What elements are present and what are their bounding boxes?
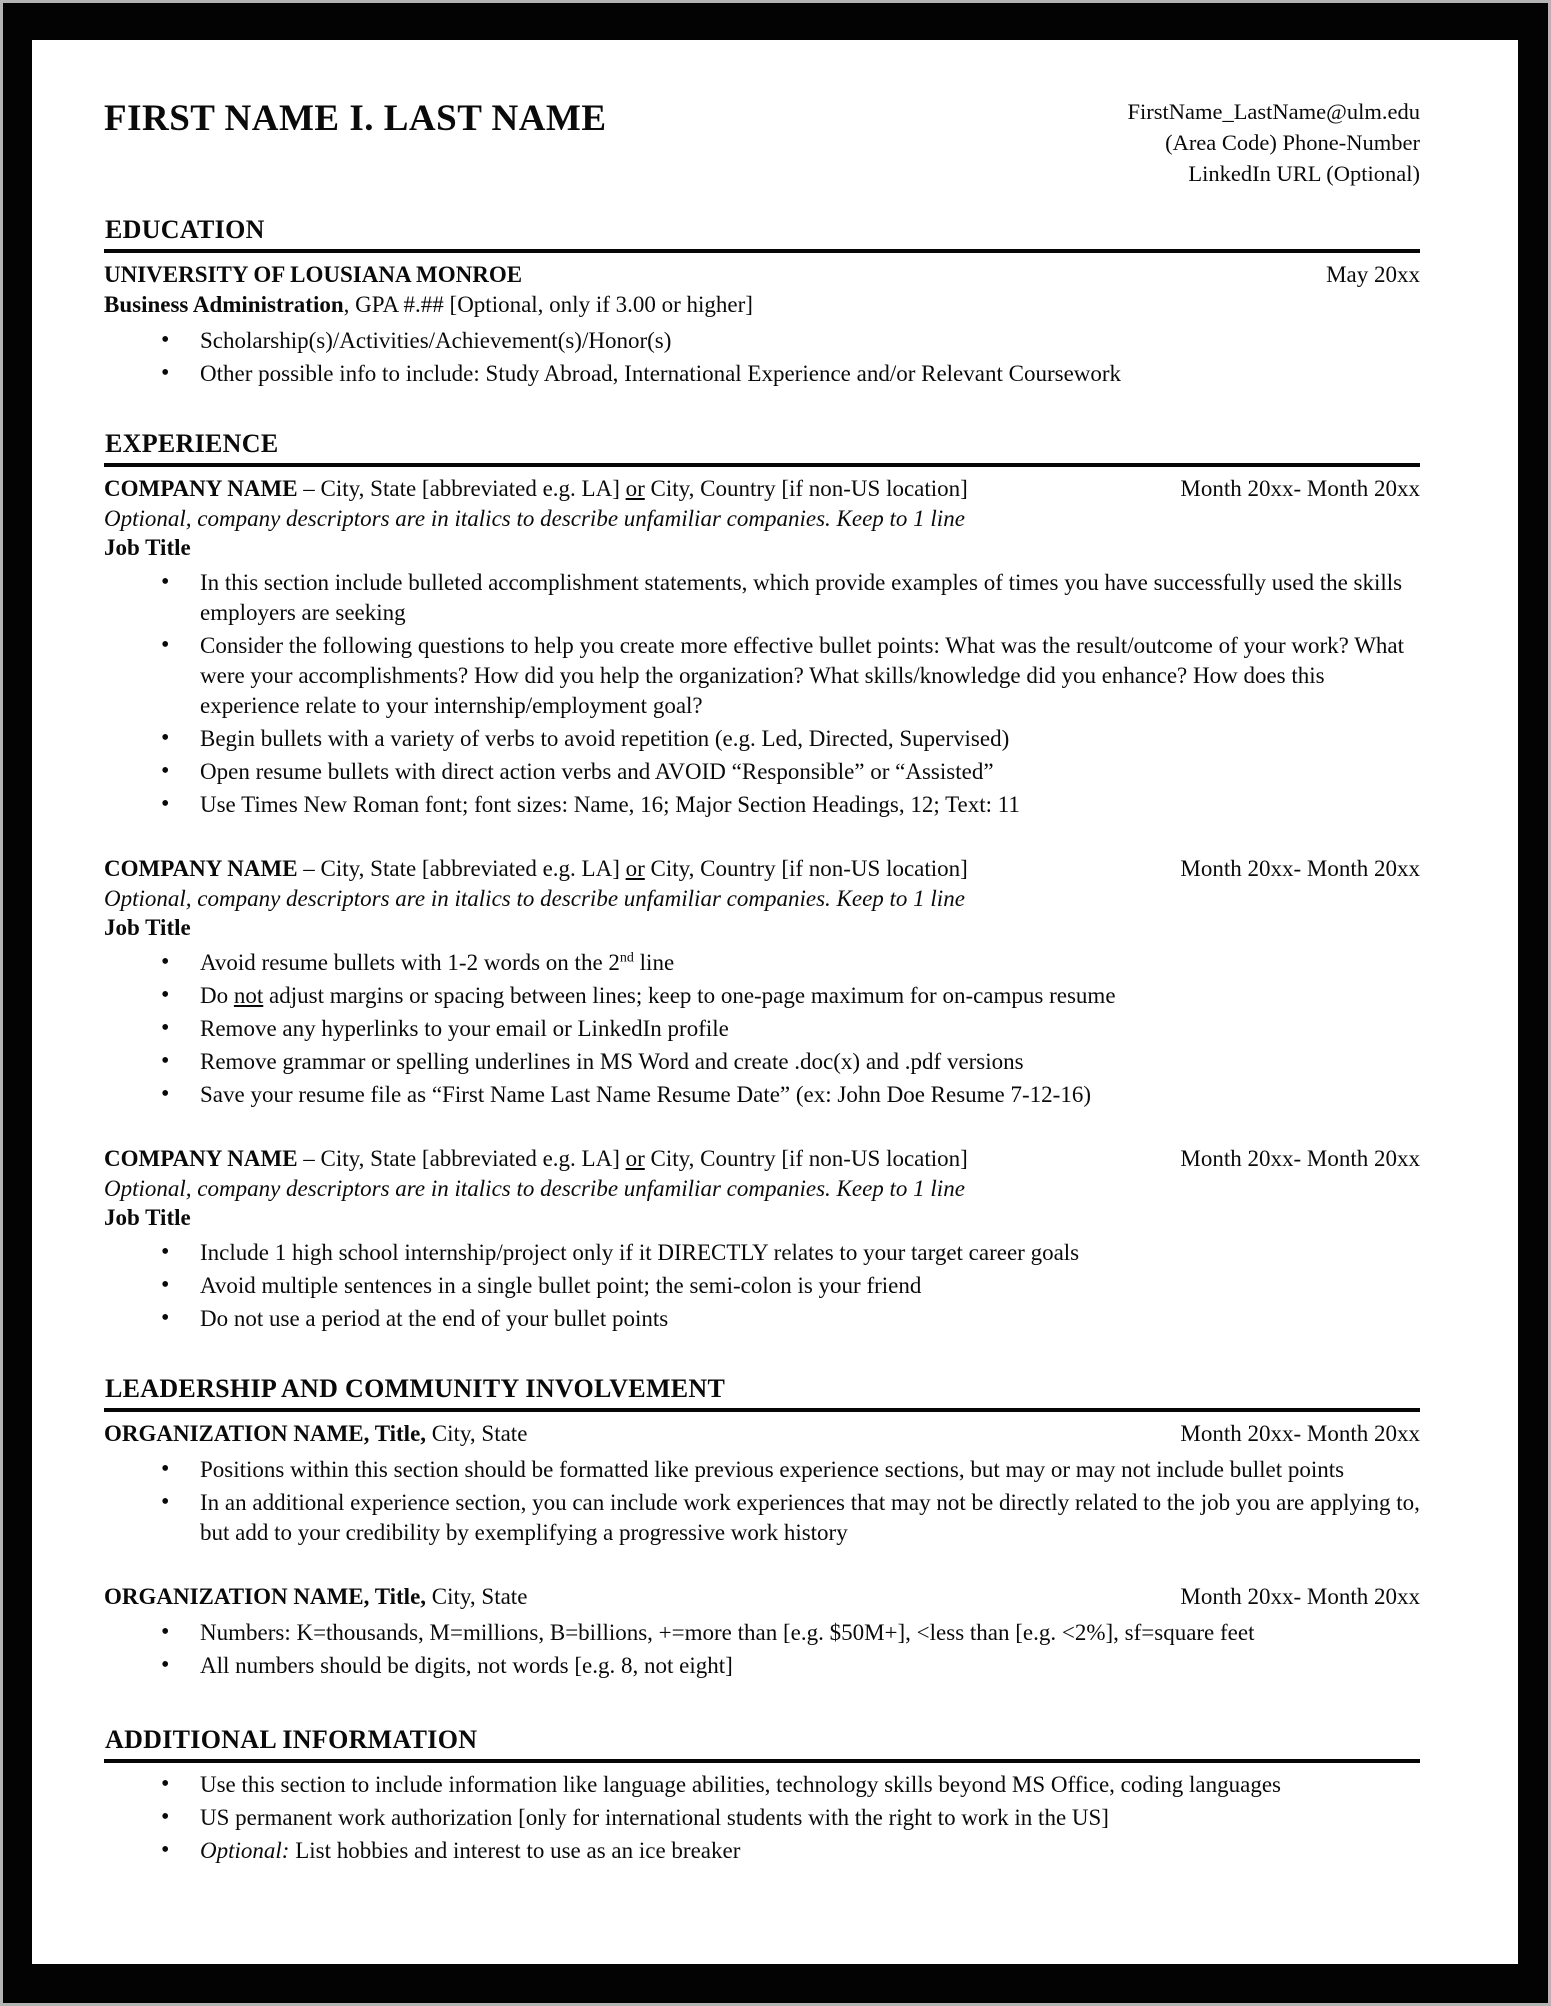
- experience-bullet: • Consider the following questions to help you create more effective bullet points: What was the result/outcome of your work? What were your accomplishments? How did you help the organization? What skills/knowledge did you enhance? How does this experience relate to your internship/employment goal?: [104, 631, 1420, 721]
- leadership-bullet: • In an additional experience section, you can include work experiences that may not be directly related to the job you are applying to, but add to your credibility by exemplifying a progressive work history: [104, 1488, 1420, 1548]
- organization-date: Month 20xx- Month 20xx: [1180, 1421, 1420, 1446]
- company-bullets: [104, 1238, 1420, 1334]
- bullet-text: Avoid resume bullets with 1-2 words on the 2: [200, 950, 620, 975]
- company-bullets: [104, 948, 1420, 1110]
- education-entry: [104, 260, 1420, 290]
- contact-phone: (Area Code) Phone-Number: [1165, 130, 1420, 155]
- ordinal-superscript: nd: [619, 950, 634, 966]
- experience-bullet: • Include 1 high school internship/project only if it DIRECTLY relates to your target career goals: [104, 1238, 1420, 1268]
- education-bullet: • Scholarship(s)/Activities/Achievement(s)/Honor(s): [104, 326, 1420, 356]
- experience-bullet: • Begin bullets with a variety of verbs to avoid repetition (e.g. Led, Directed, Supervised): [104, 724, 1420, 754]
- job-title: Job Title: [104, 915, 191, 940]
- experience-bullet: • In this section include bulleted accomplishment statements, which provide examples of times you have successfully used the skills employers are seeking: [104, 568, 1420, 628]
- leadership-heading: LEADERSHIP AND COMMUNITY INVOLVEMENT: [104, 1374, 1420, 1412]
- page-border-frame: [3, 3, 1548, 2003]
- job-title: Job Title: [104, 535, 191, 560]
- company-line: [104, 854, 1162, 884]
- company-location: – City, State [abbreviated e.g. LA]: [297, 856, 626, 881]
- organization-bullets: [104, 1455, 1420, 1548]
- education-bullets: [104, 326, 1420, 389]
- experience-bullet: • Remove any hyperlinks to your email or LinkedIn profile: [104, 1014, 1420, 1044]
- degree-name: Business Administration: [104, 292, 344, 317]
- company-block: [104, 854, 1420, 1110]
- bullet-text: line: [633, 950, 675, 975]
- organization-date: Month 20xx- Month 20xx: [1180, 1584, 1420, 1609]
- underlined-word: not: [233, 983, 264, 1008]
- degree-line: [104, 290, 1420, 320]
- additional-bullet: • US permanent work authorization [only for international students with the right to work in the US]: [104, 1803, 1420, 1833]
- additional-bullets: [104, 1770, 1420, 1866]
- leadership-bullet: • Numbers: K=thousands, M=millions, B=billions, +=more than [e.g. $50M+], <less than [e.g. <2%], sf=square feet: [104, 1618, 1420, 1648]
- organization-bullets: [104, 1618, 1420, 1681]
- organization-line: [104, 1582, 1162, 1612]
- italic-lead-word: Optional:: [200, 1838, 290, 1863]
- experience-bullet: • Use Times New Roman font; font sizes: Name, 16; Major Section Headings, 12; Text: 11: [104, 790, 1420, 820]
- contact-linkedin: LinkedIn URL (Optional): [1188, 161, 1420, 186]
- resume-content: [104, 40, 1420, 1869]
- company-line: [104, 474, 1162, 504]
- bullet-text: adjust margins or spacing between lines; keep to one-page maximum for on-campus resume: [263, 983, 1116, 1008]
- company-entry: [104, 854, 1420, 884]
- contact-block: [1127, 96, 1420, 189]
- organization-entry: [104, 1582, 1420, 1612]
- experience-bullet: • Do not use a period at the end of your bullet points: [104, 1304, 1420, 1334]
- experience-bullet: • Avoid multiple sentences in a single bullet point; the semi-colon is your friend: [104, 1271, 1420, 1301]
- education-bullet: • Other possible info to include: Study Abroad, International Experience and/or Relevant Coursework: [104, 359, 1420, 389]
- leadership-bullet: • All numbers should be digits, not words [e.g. 8, not eight]: [104, 1651, 1420, 1681]
- company-location: – City, State [abbreviated e.g. LA]: [297, 476, 626, 501]
- degree-detail: , GPA #.## [Optional, only if 3.00 or higher]: [343, 292, 753, 317]
- company-entry: [104, 474, 1420, 504]
- company-descriptor: Optional, company descriptors are in italics to describe unfamiliar companies. Keep to 1 line: [104, 506, 965, 531]
- resume-page: [32, 40, 1518, 1964]
- company-name: COMPANY NAME: [104, 476, 298, 501]
- or-word: or: [625, 1146, 645, 1171]
- school-line: [104, 260, 1308, 290]
- company-descriptor: Optional, company descriptors are in italics to describe unfamiliar companies. Keep to 1 line: [104, 886, 965, 911]
- organization-name: ORGANIZATION NAME, Title,: [104, 1584, 427, 1609]
- resume-header: [104, 40, 1420, 189]
- company-date: Month 20xx- Month 20xx: [1180, 856, 1420, 881]
- company-name: COMPANY NAME: [104, 856, 298, 881]
- page-title: FIRST NAME I. LAST NAME: [104, 98, 607, 139]
- organization-line: [104, 1419, 1162, 1449]
- contact-email: FirstName_LastName@ulm.edu: [1127, 99, 1420, 124]
- company-block: [104, 474, 1420, 820]
- experience-bullet: • Save your resume file as “First Name Last Name Resume Date” (ex: John Doe Resume 7-12-16): [104, 1080, 1420, 1110]
- company-location: – City, State [abbreviated e.g. LA]: [297, 1146, 626, 1171]
- leadership-bullet: • Positions within this section should be formatted like previous experience sections, but may or may not include bullet points: [104, 1455, 1420, 1485]
- experience-bullet: [104, 981, 1420, 1011]
- section-leadership: [104, 1374, 1420, 1681]
- organization-location: City, State: [426, 1421, 528, 1446]
- section-experience: [104, 429, 1420, 1334]
- bullet-text: List hobbies and interest to use as an ice breaker: [289, 1838, 741, 1863]
- company-descriptor: Optional, company descriptors are in italics to describe unfamiliar companies. Keep to 1 line: [104, 1176, 965, 1201]
- school-name: UNIVERSITY OF LOUSIANA MONROE: [104, 262, 523, 287]
- company-location-alt: City, Country [if non-US location]: [644, 476, 968, 501]
- education-heading: EDUCATION: [104, 215, 1420, 253]
- company-block: [104, 1144, 1420, 1334]
- section-education: [104, 215, 1420, 389]
- organization-name: ORGANIZATION NAME, Title,: [104, 1421, 427, 1446]
- or-word: or: [625, 856, 645, 881]
- organization-block: [104, 1419, 1420, 1548]
- additional-heading: ADDITIONAL INFORMATION: [104, 1725, 1420, 1763]
- or-word: or: [625, 476, 645, 501]
- organization-block: [104, 1582, 1420, 1681]
- company-name: COMPANY NAME: [104, 1146, 298, 1171]
- experience-bullet: • Remove grammar or spelling underlines in MS Word and create .doc(x) and .pdf versions: [104, 1047, 1420, 1077]
- organization-location: City, State: [426, 1584, 528, 1609]
- organization-entry: [104, 1419, 1420, 1449]
- company-entry: [104, 1144, 1420, 1174]
- company-location-alt: City, Country [if non-US location]: [644, 856, 968, 881]
- additional-bullet: • Use this section to include information like language abilities, technology skills beyond MS Office, coding languages: [104, 1770, 1420, 1800]
- company-date: Month 20xx- Month 20xx: [1180, 1146, 1420, 1171]
- bullet-text: Do: [200, 983, 234, 1008]
- company-line: [104, 1144, 1162, 1174]
- job-title: Job Title: [104, 1205, 191, 1230]
- experience-heading: EXPERIENCE: [104, 429, 1420, 467]
- experience-bullet: • Open resume bullets with direct action verbs and AVOID “Responsible” or “Assisted”: [104, 757, 1420, 787]
- education-date: May 20xx: [1326, 262, 1420, 287]
- company-location-alt: City, Country [if non-US location]: [644, 1146, 968, 1171]
- company-bullets: [104, 568, 1420, 820]
- additional-bullet: [104, 1836, 1420, 1866]
- section-additional-information: [104, 1725, 1420, 1866]
- experience-bullet: [104, 948, 1420, 978]
- company-date: Month 20xx- Month 20xx: [1180, 476, 1420, 501]
